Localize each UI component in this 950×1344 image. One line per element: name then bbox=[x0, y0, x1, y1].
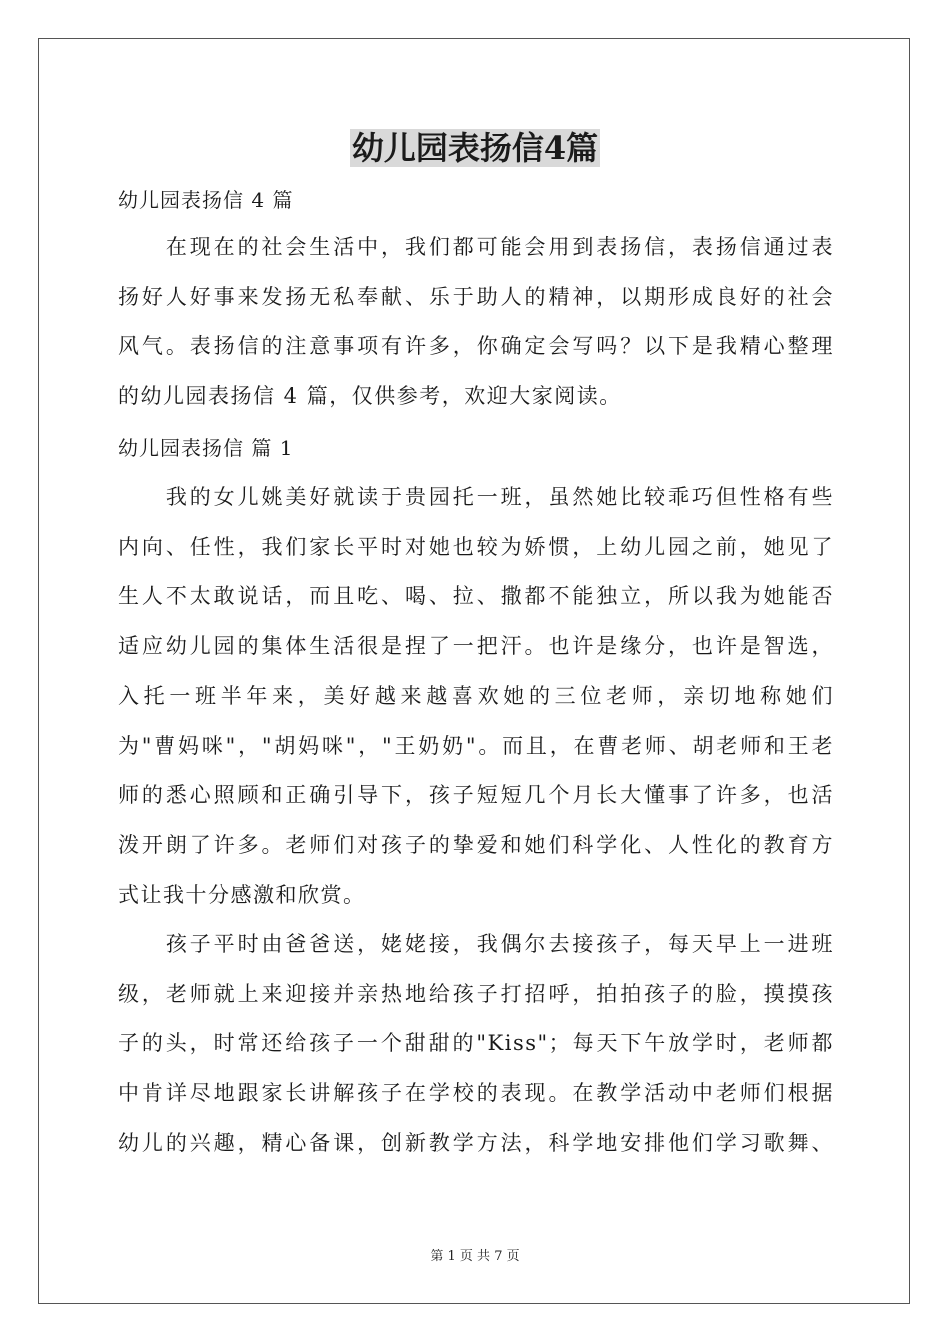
text-line: 师的悉心照顾和正确引导下，孩子短短几个月长大懂事了许多，也活 bbox=[118, 783, 834, 808]
text-line: 在现在的社会生活中，我们都可能会用到表扬信，表扬信通过表 bbox=[118, 235, 834, 259]
text-line: 的幼儿园表扬信 4 篇，仅供参考，欢迎大家阅读。 bbox=[118, 384, 622, 409]
text-line: 孩子平时由爸爸送，姥姥接，我偶尔去接孩子，每天早上一进班 bbox=[118, 932, 834, 956]
intro-paragraph bbox=[118, 223, 834, 422]
text-line: 适应幼儿园的集体生活很是捏了一把汗。也许是缘分，也许是智选， bbox=[118, 634, 834, 659]
document-title-text: 幼儿园表扬信4篇 bbox=[351, 129, 599, 167]
body-paragraph-1 bbox=[118, 473, 834, 920]
text-line: 入托一班半年来，美好越来越喜欢她的三位老师，亲切地称她们 bbox=[118, 683, 834, 708]
text-line: 式让我十分感激和欣赏。 bbox=[118, 882, 366, 907]
body-paragraph-2 bbox=[118, 920, 834, 1169]
section-heading: 幼儿园表扬信 篇 1 bbox=[118, 436, 294, 460]
document-subtitle: 幼儿园表扬信 4 篇 bbox=[118, 188, 294, 212]
text-line: 生人不太敢说话，而且吃、喝、拉、撒都不能独立，所以我为她能否 bbox=[118, 584, 834, 609]
text-line: 风气。表扬信的注意事项有许多，你确定会写吗？以下是我精心整理 bbox=[118, 334, 834, 359]
document-title bbox=[0, 126, 950, 170]
text-line: 内向、任性，我们家长平时对她也较为娇惯，上幼儿园之前，她见了 bbox=[118, 534, 834, 559]
text-line: 扬好人好事来发扬无私奉献、乐于助人的精神，以期形成良好的社会 bbox=[118, 284, 834, 309]
text-line: 级，老师就上来迎接并亲热地给孩子打招呼，拍拍孩子的脸，摸摸孩 bbox=[118, 981, 834, 1006]
text-line: 子的头，时常还给孩子一个甜甜的"Kiss"；每天下午放学时，老师都 bbox=[118, 1031, 834, 1056]
text-line: 我的女儿姚美好就读于贵园托一班，虽然她比较乖巧但性格有些 bbox=[118, 485, 834, 509]
text-line: 中肯详尽地跟家长讲解孩子在学校的表现。在教学活动中老师们根据 bbox=[118, 1081, 834, 1106]
text-line: 幼儿的兴趣，精心备课，创新教学方法，科学地安排他们学习歌舞、 bbox=[118, 1130, 834, 1155]
text-line: 为"曹妈咪"，"胡妈咪"，"王奶奶"。而且，在曹老师、胡老师和王老 bbox=[118, 733, 834, 758]
page-footer: 第 1 页 共 7 页 bbox=[430, 1249, 520, 1264]
text-line: 泼开朗了许多。老师们对孩子的挚爱和她们科学化、人性化的教育方 bbox=[118, 832, 834, 857]
